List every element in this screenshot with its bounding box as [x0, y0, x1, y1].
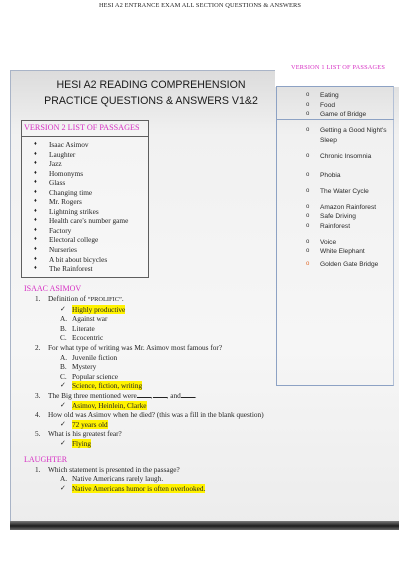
- page-title: [28, 77, 274, 109]
- answer-text: Science, fiction, writing: [72, 381, 143, 391]
- option-letter: C.: [60, 371, 67, 381]
- version2-item: ♦ The Rainforest: [34, 264, 128, 274]
- section-title-isaac-asimov: ISAAC ASIMOV: [24, 284, 82, 293]
- version2-item: ♦ Lightning strikes: [34, 207, 128, 217]
- version2-item: ♦ Jazz: [34, 159, 128, 169]
- version2-item: ♦ Electoral college: [34, 235, 128, 245]
- answer-text: Highly productive: [72, 304, 126, 314]
- question-text-end: .: [121, 294, 124, 303]
- version1-item-food: o Food: [304, 101, 394, 111]
- answer-option: [24, 362, 394, 372]
- version1-item-eating: o Eating: [304, 91, 394, 101]
- question-text: For what type of writing was Mr. Asimov most famous for?: [48, 342, 223, 352]
- correct-answer: [24, 401, 394, 411]
- check-icon: ✓: [60, 483, 66, 492]
- version1-item-amazon-rainforest: o Amazon Rainforest: [304, 203, 394, 213]
- question-text: Definition of: [48, 294, 88, 303]
- question-4: [24, 410, 394, 420]
- question-2: [24, 343, 394, 353]
- question-1: [24, 465, 394, 475]
- version1-item-game-of-bridge: o Game of Bridge: [304, 110, 394, 120]
- question-number: 4.: [35, 410, 41, 420]
- question-term: “PROLIFIC”: [87, 296, 122, 303]
- option-text: Native Americans rarely laugh.: [72, 474, 164, 484]
- version1-title: VERSION 1 LIST OF PASSAGES: [290, 64, 386, 71]
- option-letter: C.: [60, 333, 67, 343]
- section-title-laughter: LAUGHTER: [24, 454, 68, 464]
- check-icon: ✓: [60, 381, 66, 390]
- answer-option: [24, 372, 394, 382]
- version2-item: ♦ Factory: [34, 226, 128, 236]
- answer-option: [24, 353, 394, 363]
- question-text: What is his greatest fear?: [48, 429, 122, 439]
- version2-item: ♦ Changing time: [34, 188, 128, 198]
- version1-item-water-cycle: o The Water Cycle: [304, 187, 394, 197]
- option-letter: A.: [60, 352, 68, 362]
- question-number: 5.: [35, 429, 41, 439]
- question-3: 3. The Big three mentioned were , , and .: [35, 390, 197, 400]
- option-letter: B.: [60, 323, 67, 333]
- answer-option: [24, 333, 394, 343]
- correct-answer: [24, 381, 394, 391]
- version1-item-phobia: o Phobia: [304, 171, 394, 181]
- question-text-mid: , and: [166, 390, 181, 400]
- option-text: Popular science: [72, 371, 118, 381]
- question-content: [24, 284, 394, 493]
- check-icon: ✓: [60, 400, 66, 409]
- answer-text: Native Americans humor is often overlooked.: [72, 483, 206, 493]
- question-number: 3.: [35, 390, 41, 400]
- fill-blank: [137, 392, 151, 398]
- version2-item: ♦ Health care's number game: [34, 216, 128, 226]
- document-header: HESI A2 ENTRANCE EXAM ALL SECTION QUESTIONS & ANSWERS: [98, 2, 302, 9]
- page-title-line-1: HESI A2 READING COMPREHENSION: [56, 79, 246, 91]
- version1-item-rainforest: o Rainforest: [304, 222, 394, 232]
- option-text: Juvenile fiction: [72, 352, 118, 362]
- question-text: Which statement is presented in the passage?: [48, 464, 180, 474]
- version2-item: ♦ Homonyms: [34, 169, 128, 179]
- option-text: Literate: [72, 323, 95, 333]
- option-letter: A.: [60, 314, 68, 324]
- answer-option: [24, 474, 394, 484]
- version2-item: ♦ A bit about bicycles: [34, 255, 128, 265]
- fill-blank: [153, 392, 167, 398]
- correct-answer: [24, 484, 394, 494]
- question-number: 1.: [35, 464, 41, 474]
- option-letter: A.: [60, 474, 68, 484]
- question-1: [24, 294, 394, 305]
- answer-option: [24, 324, 394, 334]
- version2-passage-list: [34, 140, 128, 274]
- answer-text: 72 years old: [72, 419, 108, 429]
- page-bottom-shadow: [10, 521, 399, 530]
- version2-item: ♦ Isaac Asimov: [34, 140, 128, 150]
- question-text: The Big three mentioned were: [48, 390, 137, 400]
- option-letter: B.: [60, 362, 67, 372]
- version1-item-voice: o Voice: [304, 238, 394, 248]
- option-text: Against war: [72, 314, 108, 324]
- correct-answer: [24, 439, 394, 449]
- version2-item: ♦ Laughter: [34, 150, 128, 160]
- version1-passage-list: [304, 91, 394, 270]
- correct-answer: [24, 420, 394, 430]
- check-icon: ✓: [60, 419, 66, 428]
- question-number: 2.: [35, 342, 41, 352]
- version1-item-golden-gate-bridge: o Golden Gate Bridge: [304, 260, 394, 270]
- version1-item-white-elephant: o White Elephant: [304, 247, 394, 257]
- page-title-line-2: PRACTICE QUESTIONS & ANSWERS V1&2: [44, 95, 258, 107]
- answer-text: Asimov, Heinlein, Clarke: [72, 400, 147, 410]
- version2-item: ♦ Glass: [34, 178, 128, 188]
- question-number: 1.: [35, 294, 41, 303]
- question-5: [24, 429, 394, 439]
- option-text: Ecocentric: [72, 333, 104, 343]
- version1-item-chronic-insomnia: o Chronic Insomnia: [304, 152, 394, 162]
- correct-answer: [24, 305, 394, 315]
- version1-item-good-nights-sleep: o Getting a Good Night's Sleep: [304, 126, 394, 145]
- check-icon: ✓: [60, 304, 66, 313]
- option-text: Mystery: [72, 362, 97, 372]
- version2-item: ♦ Nurseries: [34, 245, 128, 255]
- fill-blank: [181, 392, 195, 398]
- version1-item-safe-driving: o Safe Driving: [304, 212, 394, 222]
- question-text-end: .: [194, 390, 197, 400]
- version2-item: ♦ Mr. Rogers: [34, 197, 128, 207]
- check-icon: ✓: [60, 438, 66, 447]
- answer-option: [24, 314, 394, 324]
- version2-title: VERSION 2 LIST OF PASSAGES: [24, 123, 140, 132]
- answer-text: Flying: [72, 438, 92, 448]
- question-text: How old was Asimov when he died? (this was a fill in the blank question): [48, 410, 264, 420]
